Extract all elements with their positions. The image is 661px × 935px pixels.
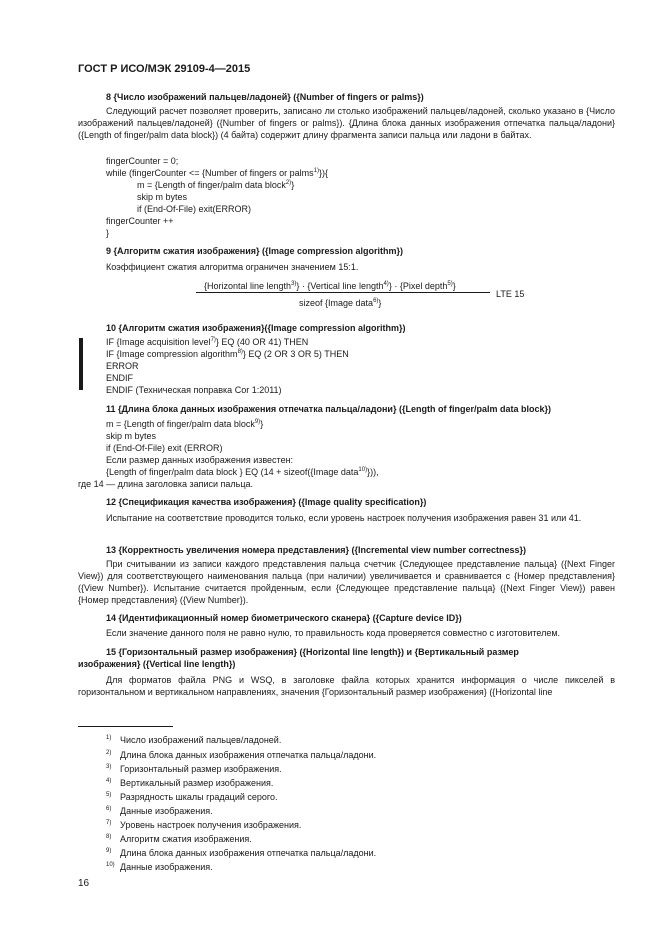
code-line: while (fingerCounter <= {Number of fingers or palms$^{1)}$}){ (106, 168, 328, 178)
page-header: ГОСТ Р ИСО/МЭК 29109-4—2015 (78, 63, 251, 75)
code-line: if (End-Of-File) exit (ERROR) (106, 443, 223, 453)
page-number: 16 (78, 878, 90, 889)
footnote: $^{8)}$ Алгоритм сжатия изображения. (106, 834, 252, 844)
code-line: ENDIF (106, 373, 133, 383)
footnote: $^{9)}$ Длина блока данных изображения отпечатка пальца/ладони. (106, 848, 377, 858)
section-12-paragraph: Испытание на соответствие проводится только, если уровень настроек получения изображения равен 31 или 41. (106, 513, 582, 523)
section-9-heading: 9 {Алгоритм сжатия изображения} ({Image compression algorithm}) (106, 246, 404, 256)
footnote: $^{6)}$ Данные изображения. (106, 806, 213, 816)
section-9-paragraph: Коэффициент сжатия алгоритма ограничен значением 15:1. (106, 262, 359, 272)
code-line: fingerCounter ++ (106, 216, 174, 226)
code-line: if (End-Of-File) exit(ERROR) (137, 204, 252, 214)
section-15-heading: 15 {Горизонтальный размер изображения} ({Horizontal line length}) и {Вертикальный размер (106, 647, 519, 657)
code-line: {Length of finger/palm data block } EQ (14 + sizeof({Image data$^{10)}$})), (106, 467, 379, 477)
footnote: $^{1)}$ Число изображений пальцев/ладоней. (106, 735, 282, 745)
section-13-heading: 13 {Корректность увеличения номера представления} ({Incremental view number correctness}) (106, 545, 527, 555)
section-14-paragraph: Если значение данного поля не равно нулю, то правильность кода проверяется совместно с изготовителем. (106, 628, 561, 638)
section-10-heading: 10 {Алгоритм сжатия изображения}({Image compression algorithm}) (106, 323, 406, 333)
code-line: m = {Length of finger/palm data block$^{2)}$} (137, 180, 295, 190)
section-11-heading: 11 {Длина блока данных изображения отпечатка пальца/ладони} ({Length of finger/palm data block}) (106, 404, 551, 414)
formula-lte: LTE 15 (496, 289, 525, 299)
code-line: IF {Image acquisition level$^{7)}$} EQ (40 OR 41) THEN (106, 337, 309, 347)
code-line: где 14 — длина заголовка записи пальца. (78, 479, 253, 489)
section-12-heading: 12 {Спецификация качества изображения} ({Image quality specification}) (106, 497, 427, 507)
footnote: $^{7)}$ Уровень настроек получения изображения. (106, 820, 302, 830)
section-8-heading: 8 {Число изображений пальцев/ладоней} ({Number of fingers or palms}) (106, 92, 424, 102)
code-line: m = {Length of finger/palm data block$^{9)}$} (106, 419, 264, 429)
section-13-paragraph: При считывании из записи каждого представления пальца счетчик {Следующее представление пальца} ({Next Finger View}) для соответствующего наименования пальца (при наличии) увеличивается и сравнивается с {Номер представления} ({View Number}). Испытание считается пройденным, если {Следующее представление пальца} ({Next Finger View}) равен {Номер представления} ({View Number}). (78, 559, 615, 605)
section-15-paragraph: Для форматов файла PNG и WSQ, в заголовке файла которых хранится информация о числе пикселей в горизонтальном и вертикальном направлениях, значения {Горизонтальный размер изображения} ({Horizontal line (78, 675, 615, 697)
fraction-bar (196, 292, 490, 293)
code-line: } (106, 228, 110, 238)
revision-bar (79, 338, 83, 390)
formula-numerator: {Horizontal line length$^{3)}$} · {Vertical line length$^{4)}$} · {Pixel depth$^{5)}$} (204, 281, 456, 291)
section-14-heading: 14 {Идентификационный номер биометрического сканера} ({Capture device ID}) (106, 613, 462, 623)
footnote: $^{5)}$ Разрядность шкалы градаций серого. (106, 792, 278, 802)
footnote: $^{4)}$ Вертикальный размер изображения. (106, 778, 274, 788)
code-line: ENDIF (Техническая поправка Cor 1:2011) (106, 385, 282, 395)
code-line: skip m bytes (106, 431, 157, 441)
section-15-heading-cont: изображения} ({Vertical line length}) (78, 659, 236, 669)
code-line: ERROR (106, 361, 139, 371)
code-line: IF {Image compression algorithm$^{8)}$} EQ (2 OR 3 OR 5) THEN (106, 349, 349, 359)
footnote-rule (78, 726, 173, 727)
code-line: skip m bytes (137, 192, 188, 202)
section-8-paragraph: Следующий расчет позволяет проверить, записано ли столько изображений пальцев/ладоней, сколько указано в {Число изображений пальцев/ладоней} ({Number of fingers or palms}). {Длина блока данных изображения отпечатка пальца/ладони}({Length of finger/palm data block}) (4 байта) содержит длину фрагмента записи пальца или ладони в байтах. (78, 106, 615, 140)
formula-denominator: sizeof {Image data$^{6)}$} (299, 298, 382, 308)
footnote: $^{3)}$ Горизонтальный размер изображения. (106, 764, 282, 774)
footnote: $^{10)}$ Данные изображения. (106, 862, 213, 872)
code-line: Если размер данных изображения известен: (106, 455, 294, 465)
code-line: fingerCounter = 0; (106, 156, 179, 166)
footnote: $^{2)}$ Длина блока данных изображения отпечатка пальца/ладони. (106, 750, 377, 760)
